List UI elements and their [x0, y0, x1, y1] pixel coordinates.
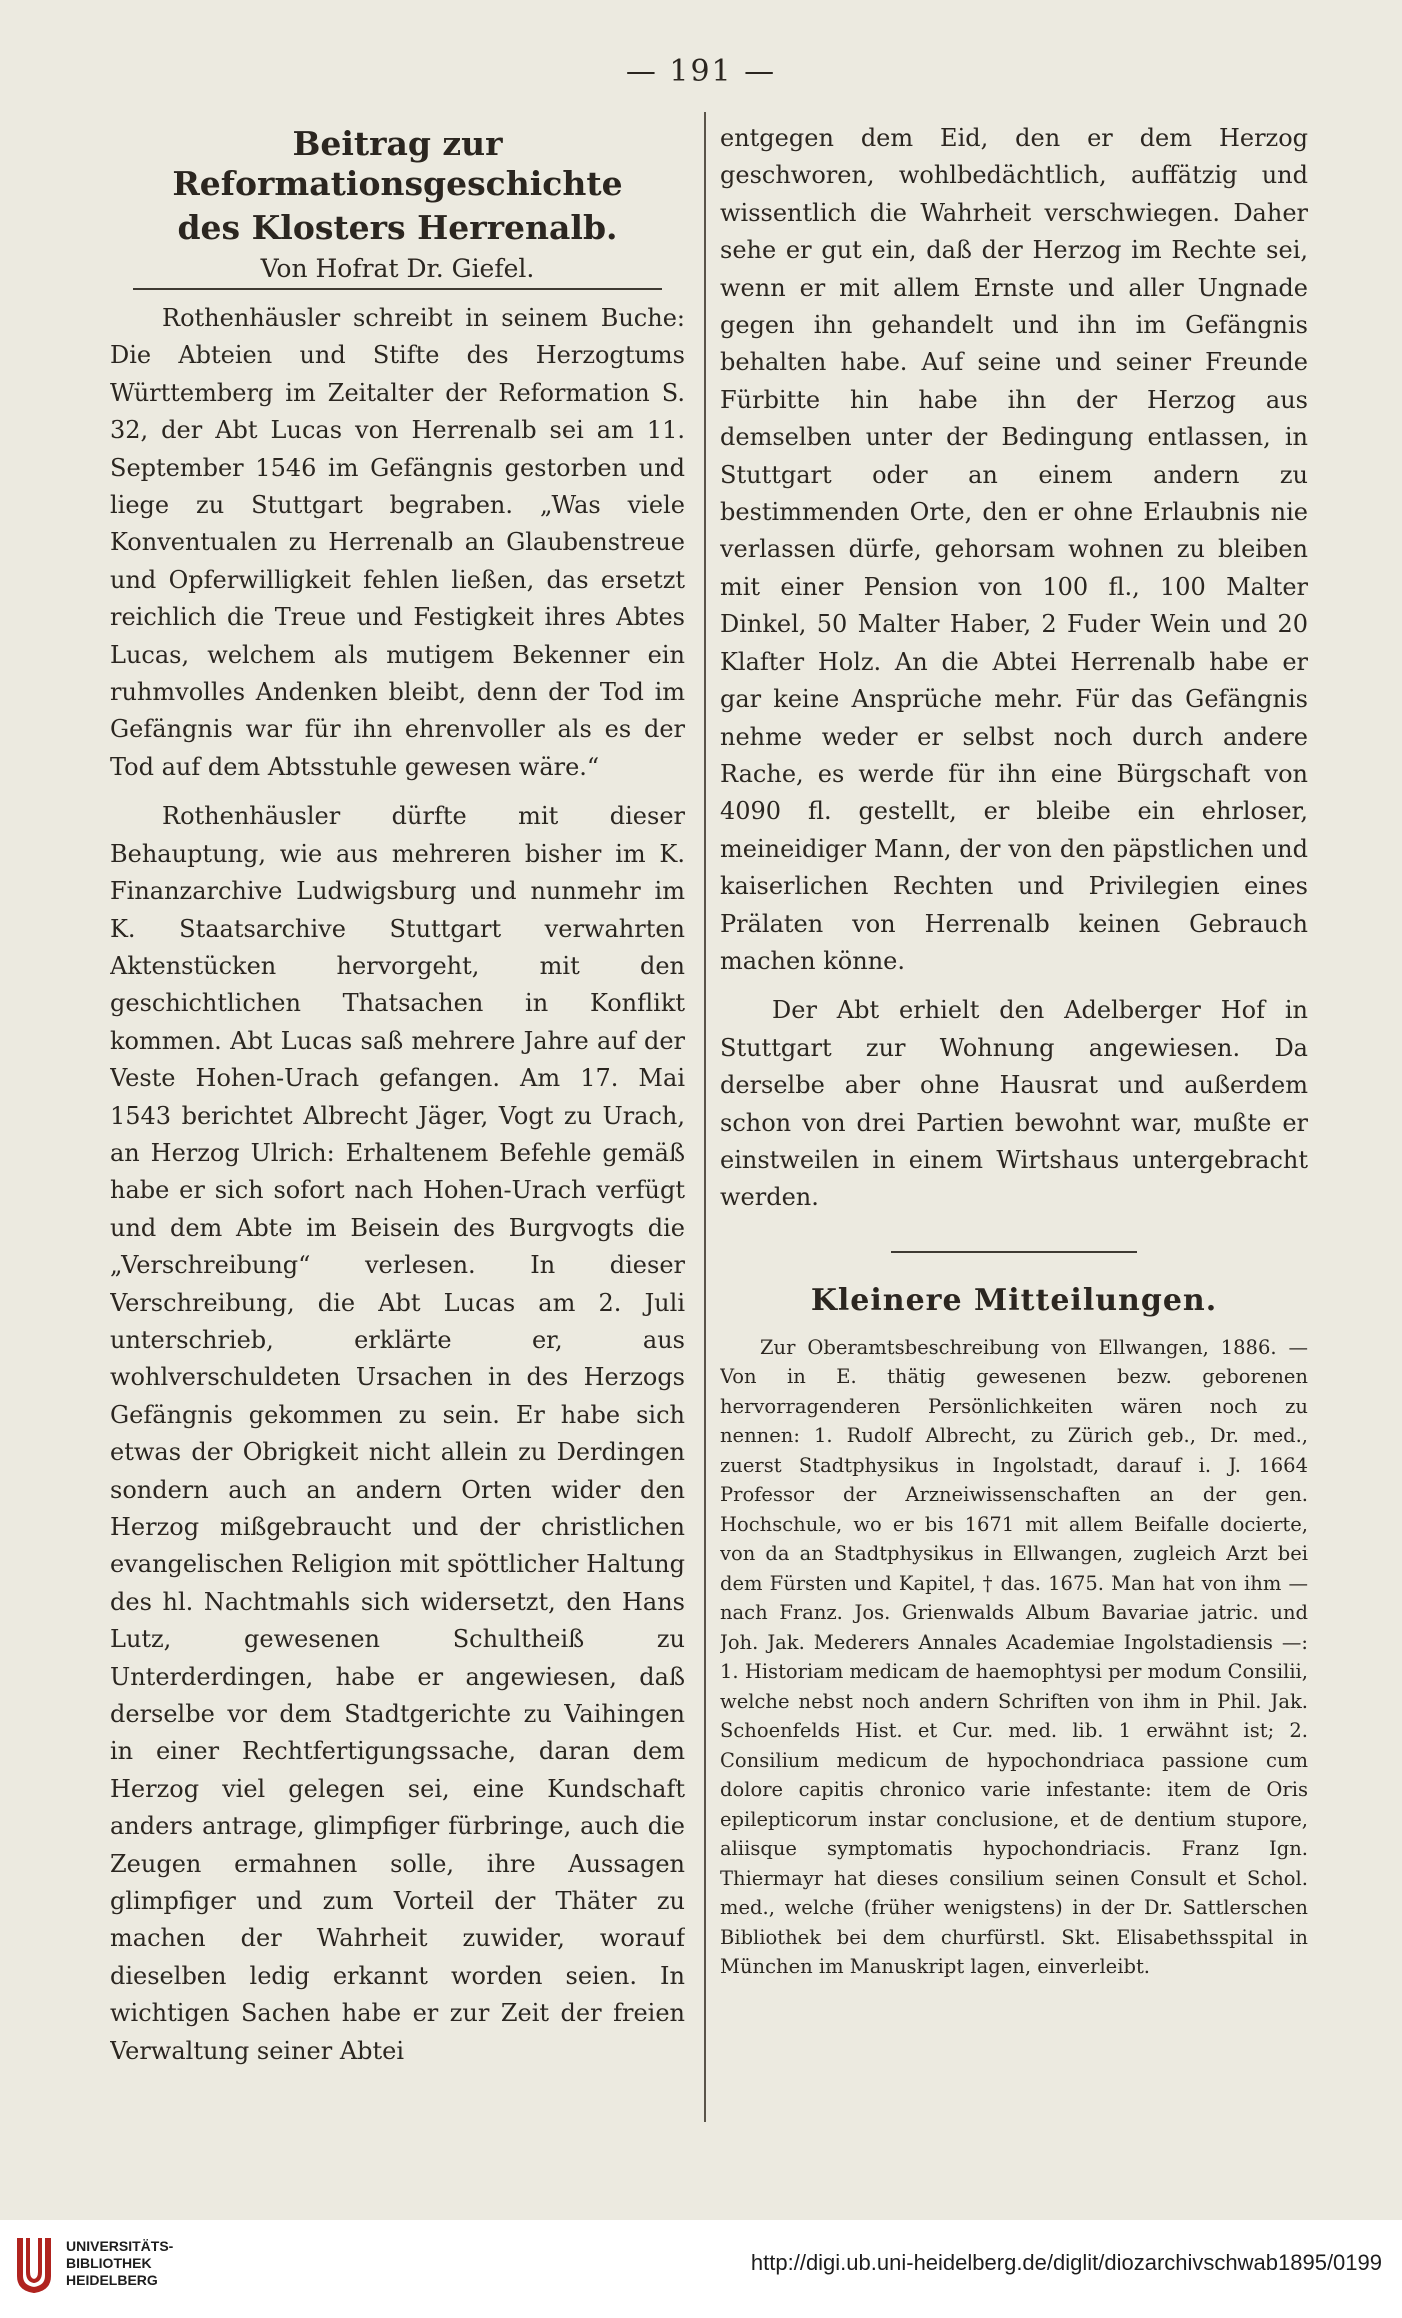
- university-library-logo-icon: [14, 2232, 54, 2294]
- article-paragraph-2: Rothenhäusler dürfte mit dieser Behauptung, wie aus mehreren bisher im K. Finanzarchive Ludwigsburg und nunmehr im K. Staatsarchive Stuttgart verwahrten Aktenstücken hervorgeht, mit den geschichtlichen Thatsachen in Konflikt kommen. Abt Lucas saß mehrere Jahre auf der Veste Hohen-Urach gefangen. Am 17. Mai 1543 berichtet Albrecht Jäger, Vogt zu Urach, an Herzog Ulrich: Erhaltenem Befehle gemäß habe er sich sofort nach Hohen-Urach verfügt und dem Abte im Beisein des Burgvogts die „Verschreibung“ verlesen. In dieser Verschreibung, die Abt Lucas am 2. Juli unterschrieb, erklärte er, aus wohlverschuldeten Ursachen in des Herzogs Gefängnis gekommen zu sein. Er habe sich etwas der Obrigkeit nicht allein zu Derdingen sondern auch an andern Orten wider den Herzog mißgebraucht und der christlichen evangelischen Religion mit spöttlicher Haltung des hl. Nachtmahls sich widersetzt, den Hans Lutz, gewesenen Schultheiß zu Unterderdingen, habe er angewiesen, daß derselbe vor dem Stadtgerichte zu Vaihingen in einer Rechtfertigungssache, daran dem Herzog viel gelegen sei, eine Kundschaft anders antrage, glimpfiger fürbringe, auch die Zeugen ermahnen solle, ihre Aussagen glimpfiger und zum Vorteil der Thäter zu machen der Wahrheit zuwider, worauf dieselben ledig erkannt worden seien. In wichtigen Sachen habe er zur Zeit der freien Verwaltung seiner Abtei: [110, 802, 685, 2065]
- library-name-line-2: BIBLIOTHEK: [66, 2255, 152, 2271]
- library-name-line-3: HEIDELBERG: [66, 2272, 158, 2288]
- column-divider: [704, 112, 706, 2122]
- article-paragraph-1: Rothenhäusler schreibt in seinem Buche: Die Abteien und Stifte des Herzogtums Württemberg im Zeitalter der Reformation S. 32, der Abt Lucas von Herrenalb sei am 11. September 1546 im Gefängnis gestorben und liege zu Stuttgart begraben. „Was viele Konventualen zu Herrenalb an Glaubenstreue und Opferwilligkeit fehlen ließen, das ersetzt reichlich die Treue und Festigkeit ihres Abtes Lucas, welchem als mutigem Bekenner ein ruhmvolles Andenken bleibt, denn der Tod im Gefängnis war für ihn ehrenvoller als es der Tod auf dem Abtsstuhle gewesen wäre.“: [110, 304, 685, 781]
- library-name: [66, 2238, 173, 2289]
- permalink-url[interactable]: http://digi.ub.uni-heidelberg.de/diglit/diozarchivschwab1895/0199: [750, 2250, 1382, 2275]
- section-rule: [891, 1251, 1138, 1253]
- article-byline: Von Hofrat Dr. Giefel.: [260, 254, 535, 283]
- library-name-line-1: UNIVERSITÄTS-: [66, 2238, 174, 2254]
- article-paragraph-4: Der Abt erhielt den Adelberger Hof in Stuttgart zur Wohnung angewiesen. Da derselbe aber ohne Hausrat und außerdem schon von drei Partien bewohnt war, mußte er einstweilen in einem Wirtshaus untergebracht werden.: [720, 996, 1308, 1212]
- footer-bar: [0, 2220, 1402, 2318]
- right-column: [720, 120, 1308, 2130]
- left-column: [110, 120, 685, 2130]
- article-title-line-2: des Klosters Herrenalb.: [177, 208, 618, 247]
- page-number: — 191 —: [625, 54, 777, 89]
- article-title-line-1: Beitrag zur Reformationsgeschichte: [172, 124, 623, 203]
- notes-text: Zur Oberamtsbeschreibung von Ellwangen, 1886. — Von in E. thätig gewesenen bezw. geborenen hervorragenderen Persönlichkeiten wären noch zu nennen: 1. Rudolf Albrecht, zu Zürich geb., Dr. med., zuerst Stadtphysikus in Ingolstadt, darauf i. J. 1664 Professor der Arzneiwissenschaften an der gen. Hochschule, wo er bis 1671 mit allem Beifalle docierte, von da an Stadtphysikus in Ellwangen, zugleich Arzt bei dem Fürsten und Kapitel, † das. 1675. Man hat von ihm — nach Franz. Jos. Grienwalds Album Bavariae jatric. und Joh. Jak. Mederers Annales Academiae Ingolstadiensis —: 1. Historiam medicam de haemophtysi per modum Consilii, welche nebst noch andern Schriften von ihm in Phil. Jak. Schoenfelds Hist. et Cur. med. lib. 1 erwähnt ist; 2. Consilium medicum de hypochondriaca passione cum dolore capitis chronico varie infestante: item de Oris epilepticorum instar conclusione, et de dentium stupore, aliisque symptomatis hypochondriacis. Franz Ign. Thiermayr hat dieses consilium seinen Consult et Schol. med., welche (früher wenigstens) in der Dr. Sattlerschen Bibliothek bei dem churfürstl. Skt. Elisabethsspital in München im Manuskript lagen, einverleibt.: [720, 1335, 1308, 1979]
- notes-title: Kleinere Mitteilungen.: [810, 1282, 1218, 1318]
- article-paragraph-3: entgegen dem Eid, den er dem Herzog geschworen, wohlbedächtlich, auffätzig und wissentlich die Wahrheit verschwiegen. Daher sehe er gut ein, daß der Herzog im Rechte sei, wenn er mit allem Ernste und aller Ungnade gegen ihn gehandelt und ihn im Gefängnis behalten habe. Auf seine und seiner Freunde Fürbitte hin habe ihn der Herzog aus demselben unter der Bedingung entlassen, in Stuttgart oder an einem andern zu bestimmenden Orte, den er ohne Erlaubnis nie verlassen dürfe, gehorsam wohnen zu bleiben mit einer Pension von 100 fl., 100 Malter Dinkel, 50 Malter Haber, 2 Fuder Wein und 20 Klafter Holz. An die Abtei Herrenalb habe er gar keine Ansprüche mehr. Für das Gefängnis nehme weder er selbst noch durch andere Rache, es werde für ihn eine Bürgschaft von 4090 fl. gestellt, er bleibe ein ehrloser, meineidiger Mann, der von den päpstlichen und kaiserlichen Rechten und Privilegien eines Prälaten von Herrenalb keinen Gebrauch machen könne.: [720, 124, 1308, 975]
- byline-rule: [133, 288, 662, 290]
